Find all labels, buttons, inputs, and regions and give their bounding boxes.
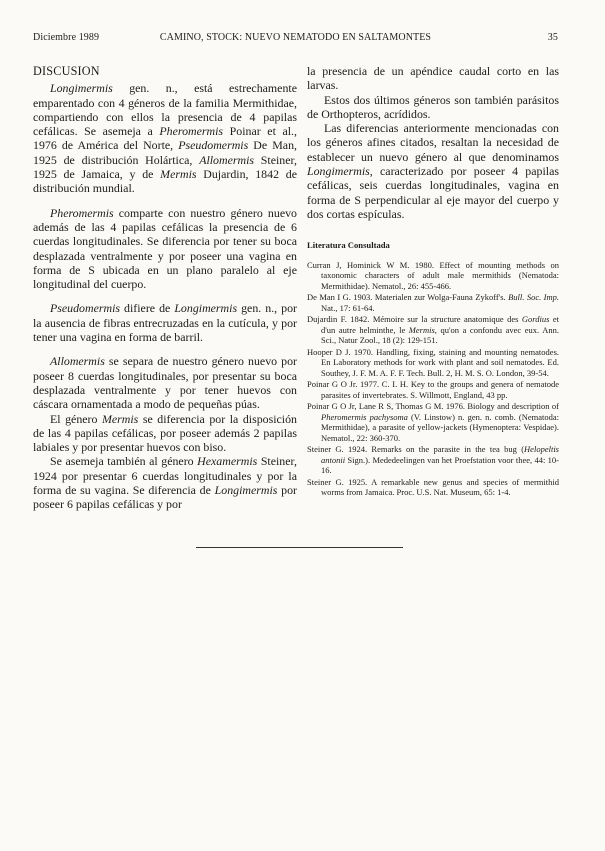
- right-column: [307, 64, 559, 499]
- header-running-title: CAMINO, STOCK: NUEVO NEMATODO EN SALTAMONTES: [159, 32, 432, 43]
- paragraph: Pseudomermis difiere de Longimermis gen. n., por la ausencia de fibras entrecruzadas en la cutícula, y por tener una vagina en forma de barril.: [33, 301, 297, 345]
- reference-entry: Poinar G O Jr, Lane R S, Thomas G M. 1976. Biology and description of Pheromermis pachysoma (V. Linstow) n. gen. n. comb. (Nematoda: Mermithidae), a parasite of yellow-jackets (Hymenoptera: Vespidae). Nematol., 22: 360-370.: [307, 401, 559, 443]
- left-column: [33, 64, 297, 512]
- paragraph: Allomermis se separa de nuestro género nuevo por poseer 8 cuerdas longitudinales, por presentar su boca desplazada ventralmente y por tener huevos con cáscara ornamentada a modo de pequeñas púas.: [33, 354, 297, 412]
- paragraph: Longimermis gen. n., está estrechamente emparentado con 4 géneros de la familia Mermithidae, compartiendo con ellos la presencia de 4 papilas cefálicas. Se asemeja a Pheromermis Poinar et al., 1976 de América del Norte, Pseudomermis De Man, 1925 de distribución Holártica, Allomermis Steiner, 1925 de Jamaica, y de Mermis Dujardin, 1842 de distribución mundial.: [33, 81, 297, 196]
- paragraph: Pheromermis comparte con nuestro género nuevo además de las 4 papilas cefálicas la presencia de 6 cuerdas longitudinales. Se diferencia por tener su boca desplazada ventralmente y por poseer una vagina en forma de S ubicada en un plano paralelo al eje longitudinal del cuerpo.: [33, 205, 297, 292]
- reference-entry: De Man I G. 1903. Materialen zur Wolga-Fauna Zykoff's. Bull. Soc. Imp. Nat., 17: 61-64.: [307, 292, 559, 313]
- paragraph: El género Mermis se diferencia por la disposición de las 4 papilas cefálicas, por poseer además 2 papilas labiales y por presentar huevos con biso.: [33, 411, 297, 455]
- paragraph: Se asemeja también al género Hexamermis Steiner, 1924 por presentar 6 cuerdas longitudinales y por la forma de su vagina. Se diferencia de Longimermis por poseer 6 papilas cefálicas y por: [33, 454, 297, 512]
- paragraph: Las diferencias anteriormente mencionadas con los géneros afines citados, resaltan la necesidad de establecer un nuevo género al que denominamos Longimermis, caracterizado por poseer 4 papilas cefálicas, seis cuerdas longitudinales, vagina en forma de S perpendicular al eje mayor del cuerpo y dos cortas espículas.: [307, 121, 559, 221]
- reference-entry: Poinar G O Jr. 1977. C. I. H. Key to the groups and genera of nematode parasites of invertebrates. S. Willmott, England, 43 pp.: [307, 379, 559, 400]
- references-heading: Literatura Consultada: [307, 240, 390, 251]
- page-number: 35: [547, 32, 558, 43]
- references-list: [307, 260, 559, 498]
- header-date: Diciembre 1989: [33, 32, 100, 43]
- paragraph: la presencia de un apéndice caudal corto en las larvas.: [307, 64, 559, 93]
- reference-entry: Hooper D J. 1970. Handling, fixing, staining and mounting nematodes. En Laboratory methods for work with plant and soil nematodes. Ed. Southey, J. F. M. A. F. F. Tech. Bull. 2, H. M. S. O. London, 39-54.: [307, 346, 559, 378]
- section-heading: DISCUSION: [33, 64, 100, 78]
- reference-entry: Steiner G. 1925. A remarkable new genus and species of mermithid worms from Jamaica. Proc. U.S. Nat. Museum, 65: 1-4.: [307, 476, 559, 498]
- paragraph: Estos dos últimos géneros son también parásitos de Orthopteros, acrídidos.: [307, 92, 559, 121]
- reference-entry: Curran J, Hominick W M. 1980. Effect of mounting methods on taxonomic characters of adult male mermithids (Nematoda: Mermithidae). Nematol., 26: 455-466.: [307, 259, 559, 291]
- reference-entry: Dujardin F. 1842. Mémoire sur la structure anatomique des Gordius et d'un autre helminthe, le Mermis, qu'on a confondu avec eux. Ann. Sci., Natur Zool., 18 (2): 129-151.: [307, 314, 559, 346]
- end-rule: [196, 547, 403, 548]
- reference-entry: Steiner G. 1924. Remarks on the parasite in the tea bug (Helopeltis antonii Sign.). Mededeelingen van het Proefstation voor thee, 44: 10-16.: [307, 444, 559, 476]
